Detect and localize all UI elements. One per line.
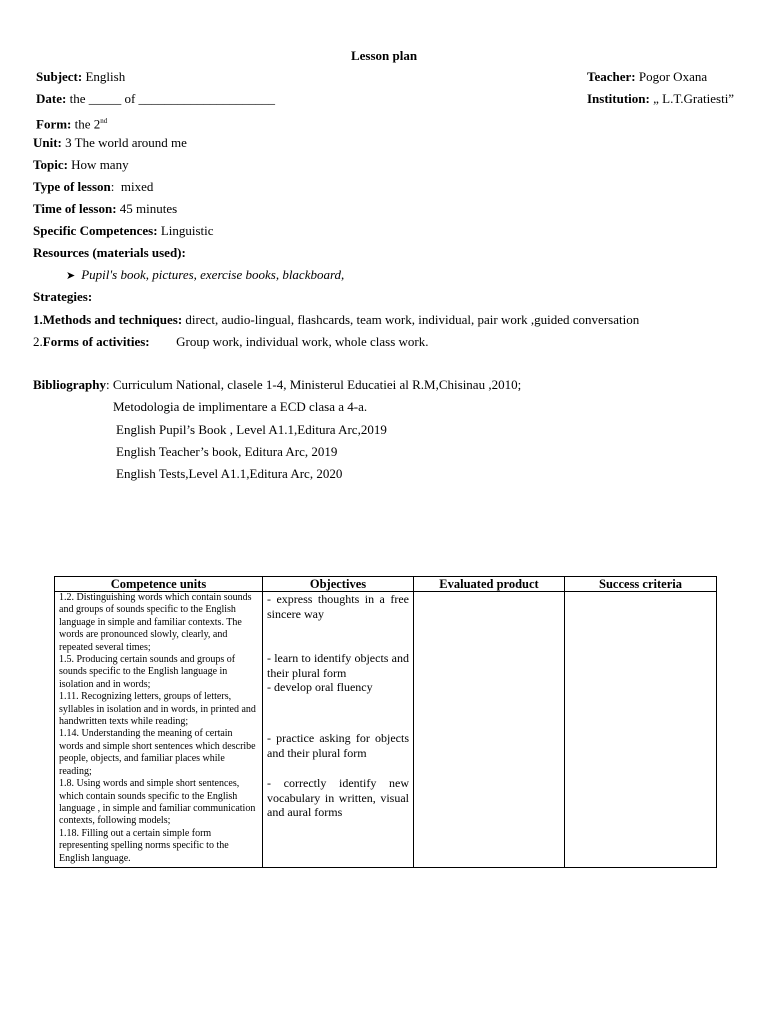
teacher-line	[587, 69, 707, 85]
time-of-lesson-value: 45 minutes	[119, 201, 178, 216]
competence-table	[54, 576, 717, 868]
forms-prefix: 2.	[33, 334, 43, 349]
resources-label: Resources (materials used):	[33, 245, 186, 260]
bibliography-item: Curriculum National, clasele 1-4, Ministerul Educatiei al R.M,Chisinau ,2010;	[112, 377, 522, 392]
evaluated-product-cell	[414, 592, 565, 868]
unit-line	[33, 135, 187, 151]
objective: - correctly identify new vocabulary in written, visual and aural forms	[267, 776, 409, 820]
bibliography-item: Metodologia de implimentare a ECD clasa a 4-a.	[113, 399, 368, 414]
type-of-lesson-label: Type of lesson	[33, 179, 111, 194]
header-competence-units: Competence units	[55, 577, 263, 592]
resources-item-text: Pupil's book, pictures, exercise books, blackboard,	[81, 267, 345, 282]
bibliography-item: English Pupil’s Book , Level A1.1,Editura Arc,2019	[116, 422, 387, 437]
header-objectives: Objectives	[263, 577, 414, 592]
forms-of-activities-line: 2.Forms of activities: Group work, individual work, whole class work.	[33, 334, 429, 349]
time-of-lesson-line	[33, 201, 177, 217]
type-of-lesson-value: mixed	[120, 179, 154, 194]
teacher-label: Teacher:	[587, 69, 636, 84]
methods-value: direct, audio-lingual, flashcards, team work, individual, pair work ,guided conversation	[185, 312, 640, 327]
institution-line	[587, 91, 734, 107]
methods-prefix: 1.	[33, 312, 43, 327]
bibliography-line: Bibliography: Curriculum National, clasele 1-4, Ministerul Educatiei al R.M,Chisinau ,2010;	[33, 377, 522, 392]
date-line	[36, 91, 275, 107]
competence-unit: 1.5. Producing certain sounds and groups of sounds specific to the English language in isolation and in words;	[59, 654, 236, 690]
competence-unit: 1.8. Using words and simple short sentences, which contain sounds specific to the English language , in simple and familiar communication contexts, following models;	[59, 778, 256, 827]
subject-label: Subject:	[36, 69, 83, 84]
methods-line	[33, 312, 639, 328]
competence-unit: 1.18. Filling out a certain simple form representing spelling norms specific to the English language.	[59, 827, 229, 864]
objective: - learn to identify objects and their plural form	[267, 651, 409, 680]
specific-competences-line	[33, 223, 214, 239]
forms-value: Group work, individual work, whole class work	[176, 334, 426, 349]
bibliography-label: Bibliography	[33, 377, 106, 392]
topic-label: Topic:	[33, 157, 68, 172]
objective: - practice asking for objects and their plural form	[267, 730, 409, 760]
header-evaluated-product: Evaluated product	[414, 577, 565, 592]
specific-competences-label: Specific Competences:	[33, 223, 158, 238]
subject-line	[36, 69, 125, 85]
resources-item	[66, 267, 344, 284]
objective: - develop oral fluency	[267, 680, 373, 695]
strategies-label: Strategies:	[33, 289, 93, 304]
success-criteria-cell	[565, 592, 717, 868]
resources-line	[33, 245, 186, 261]
form-label: Form:	[36, 116, 72, 132]
strategies-line	[33, 289, 92, 305]
institution-label: Institution:	[587, 91, 650, 106]
header-success-criteria: Success criteria	[565, 577, 717, 592]
date-label: Date:	[36, 91, 67, 106]
competence-units-cell	[55, 592, 263, 868]
arrow-bullet-icon: ➤	[66, 270, 76, 282]
methods-label: Methods and techniques:	[42, 312, 183, 327]
date-value: the _____ of _____________________	[69, 91, 276, 106]
topic-value: How many	[71, 157, 129, 172]
institution-value: „ L.T.Gratiesti”	[653, 91, 735, 106]
bibliography-item: English Tests,Level A1.1,Editura Arc, 2020	[116, 466, 343, 481]
type-of-lesson-line: Type of lesson: mixed	[33, 179, 154, 194]
competence-unit: 1.14. Understanding the meaning of certain words and simple short sentences which describe people, objects, and familiar places while reading;	[59, 728, 256, 777]
objective: - express thoughts in a free sincere way	[267, 592, 409, 621]
bibliography-item: English Teacher’s book, Editura Arc, 2019	[116, 444, 338, 459]
specific-competences-value: Linguistic	[160, 223, 214, 238]
form-line	[36, 113, 107, 132]
table-row	[55, 592, 717, 868]
form-sup: nd	[100, 117, 108, 125]
competence-unit: 1.11. Recognizing letters, groups of letters, syllables in isolation and in words, in printed and handwritten texts while reading;	[59, 691, 256, 728]
subject-value: English	[85, 69, 126, 84]
forms-label: Forms of activities:	[42, 334, 150, 349]
page-title: Lesson plan	[350, 48, 418, 63]
topic-line	[33, 157, 129, 173]
unit-value: 3 The world around me	[65, 135, 187, 150]
time-of-lesson-label: Time of lesson:	[33, 201, 117, 216]
table-header-row	[55, 577, 717, 592]
form-value: the 2	[74, 116, 101, 132]
competence-unit: 1.2. Distinguishing words which contain sounds and groups of sounds specific to the English language in simple and familiar contexts. The words are pronounced slowly, clearly, and repeated several times;	[59, 592, 252, 653]
objectives-cell	[263, 592, 414, 868]
teacher-value: Pogor Oxana	[638, 69, 708, 84]
unit-label: Unit:	[33, 135, 62, 150]
